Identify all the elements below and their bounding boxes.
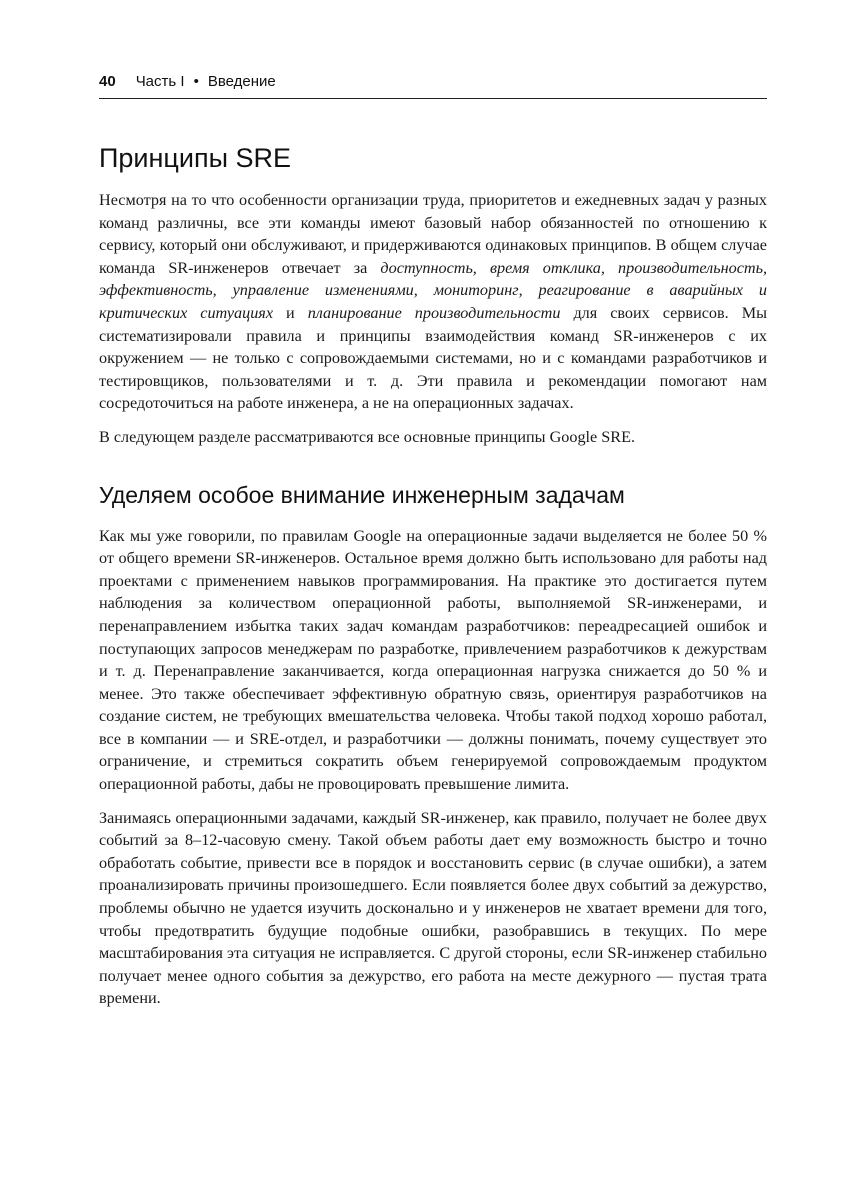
chapter-label: Введение [207, 73, 276, 90]
paragraph [99, 189, 767, 415]
paragraph: Как мы уже говорили, по правилам Google на операционные задачи выделяется не более 50 % от общего времени SR-инженеров. Остальное время должно быть использовано для работы над проектами с применением навыков программирования. На практике это достигается путем наблюдения за количеством операционной работы, выполняемой SR-инженерами, и перенаправлением избытка таких задач командам разработчиков: переадресацией ошибок и поступающих запросов менеджерам по разработке, привлечением разработчиков к дежурствам и т. д. Перенаправление заканчивается, когда операционная нагрузка снижается до 50 % и менее. Это также обеспечивает эффективную обратную связь, ориентируя разработчиков на создание систем, не требующих вмешательства человека. Чтобы такой подход хорошо работал, все в компании — и SRE-отдел, и разработчики — должны понимать, почему существует это ограничение, и стремиться сократить объем генерируемой сопровождаемым продуктом операционной работы, дабы не провоцировать превышение лимита. [99, 526, 767, 794]
paragraph-text: для своих сервисов. Мы систематизировали правила и принципы взаимодействия команд SR-инженеров с их окружением — не только с сопровождаемыми системами, но и с командами разработчиков и тестировщиков, пользователями и т. д. Эти правила и рекомендации помогают нам сосредоточиться на работе инженера, а не на операционных задачах. [99, 303, 767, 413]
section-title-engineering-focus: Уделяем особое внимание инженерным задачам [99, 481, 625, 508]
section-title-sre-principles: Принципы SRE [99, 143, 292, 173]
paragraph: В следующем разделе рассматриваются все основные принципы Google SRE. [99, 427, 636, 446]
header-bullet: • [193, 73, 199, 90]
italic-text: планирование производительности [307, 303, 561, 322]
paragraph-text: и [273, 303, 308, 322]
page-number: 40 [99, 73, 116, 90]
running-header [99, 70, 767, 99]
paragraph: Занимаясь операционными задачами, каждый SR-инженер, как правило, получает не более двух событий за 8–12-часовую смену. Такой объем работы дает ему возможность быстро и точно обработать событие, привести все в порядок и восстановить сервис (в случае ошибки), а затем проанализировать причины произошедшего. Если появляется более двух событий за дежурство, проблемы обычно не удается изучить досконально и у инженеров не хватает времени для того, чтобы предотвратить будущие подобные ошибки, разобравшись в текущих. По мере масштабирования эта ситуация не исправляется. С другой стороны, если SR-инженер стабильно получает менее одного события за дежурство, его работа на месте дежурного — пустая трата времени. [99, 808, 767, 1008]
page-content [99, 140, 767, 1021]
part-label: Часть I [135, 73, 185, 90]
paragraph-text: Несмотря на то что особенности организации труда, приоритетов и ежедневных задач у разных команд различны, все эти команды имеют базовый набор обязанностей по отношению к сервису, который они обслуживают, и придерживаются одинаковых принципов. В общем случае команда SR-инженеров отвечает за [99, 191, 767, 277]
italic-text: доступность, время отклика, производительность, эффективность, управление изменениями, мониторинг, реагирование в аварийных и критических ситуациях [99, 258, 767, 322]
